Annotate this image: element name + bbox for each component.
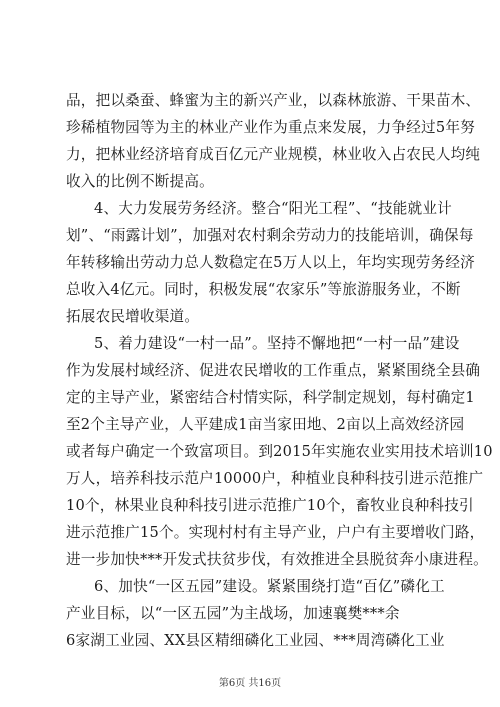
text-line: 10个，林果业良种科技引进示范推广10个，畜牧业良种科技引 bbox=[66, 497, 474, 514]
text-line: 定的主导产业，紧密结合村情实际，科学制定规划，每村确定1 bbox=[66, 389, 475, 406]
text-line: 珍稀植物园等为主的林业产业作为重点来发展，力争经过5年努 bbox=[66, 119, 475, 136]
text-line: 力，把林业经济培育成百亿元产业规模，林业收入占农民人均纯 bbox=[66, 146, 481, 163]
text-line: 品，把以桑蚕、蜂蜜为主的新兴产业，以森林旅游、干果苗木、 bbox=[66, 92, 481, 109]
text-line: 4、大力发展劳务经济。整合“阳光工程”、“技能就业计 bbox=[94, 200, 452, 217]
text-line: 6家湖工业园、XX县区精细磷化工业园、***周湾磷化工业 bbox=[66, 632, 445, 649]
text-line: 或者每户确定一个致富项目。到2015年实施农业实用技术培训10 bbox=[66, 443, 493, 460]
text-line: 拓展农民增收渠道。 bbox=[66, 308, 200, 325]
text-line: 作为发展村域经济、促进农民增收的工作重点，紧紧围绕全县确 bbox=[66, 362, 481, 379]
text-line: 划”、“雨露计划”，加强对农村剩余劳动力的技能培训，确保每 bbox=[66, 227, 474, 244]
text-line: 年转移输出劳动力总人数稳定在5万人以上，年均实现劳务经济 bbox=[66, 254, 475, 271]
page-footer: 第6页 共16页 bbox=[218, 678, 282, 689]
text-line: 收入的比例不断提高。 bbox=[66, 173, 214, 190]
text-line: 6、加快“一区五园”建设。紧紧围绕打造“百亿”磷化工 bbox=[94, 578, 445, 595]
text-line: 进一步加快***开发式扶贫步伐，有效推进全县脱贫奔小康进程。 bbox=[66, 551, 488, 568]
text-line: 总收入4亿元。同时，积极发展“农家乐”等旅游服务业，不断 bbox=[66, 281, 461, 298]
text-line: 至2个主导产业，人平建成1亩当家田地、2亩以上高效经济园 bbox=[66, 416, 465, 433]
text-line: 产业目标，以“一区五园”为主战场，加速襄樊***余 bbox=[66, 605, 400, 622]
text-line: 5、着力建设“一村一品”。坚持不懈地把“一村一品”建设 bbox=[94, 335, 460, 352]
text-line: 万人，培养科技示范户10000户，种植业良种科技引进示范推广 bbox=[66, 470, 484, 487]
text-line: 进示范推广15个。实现村村有主导产业，户户有主要增收门路， bbox=[66, 524, 485, 541]
